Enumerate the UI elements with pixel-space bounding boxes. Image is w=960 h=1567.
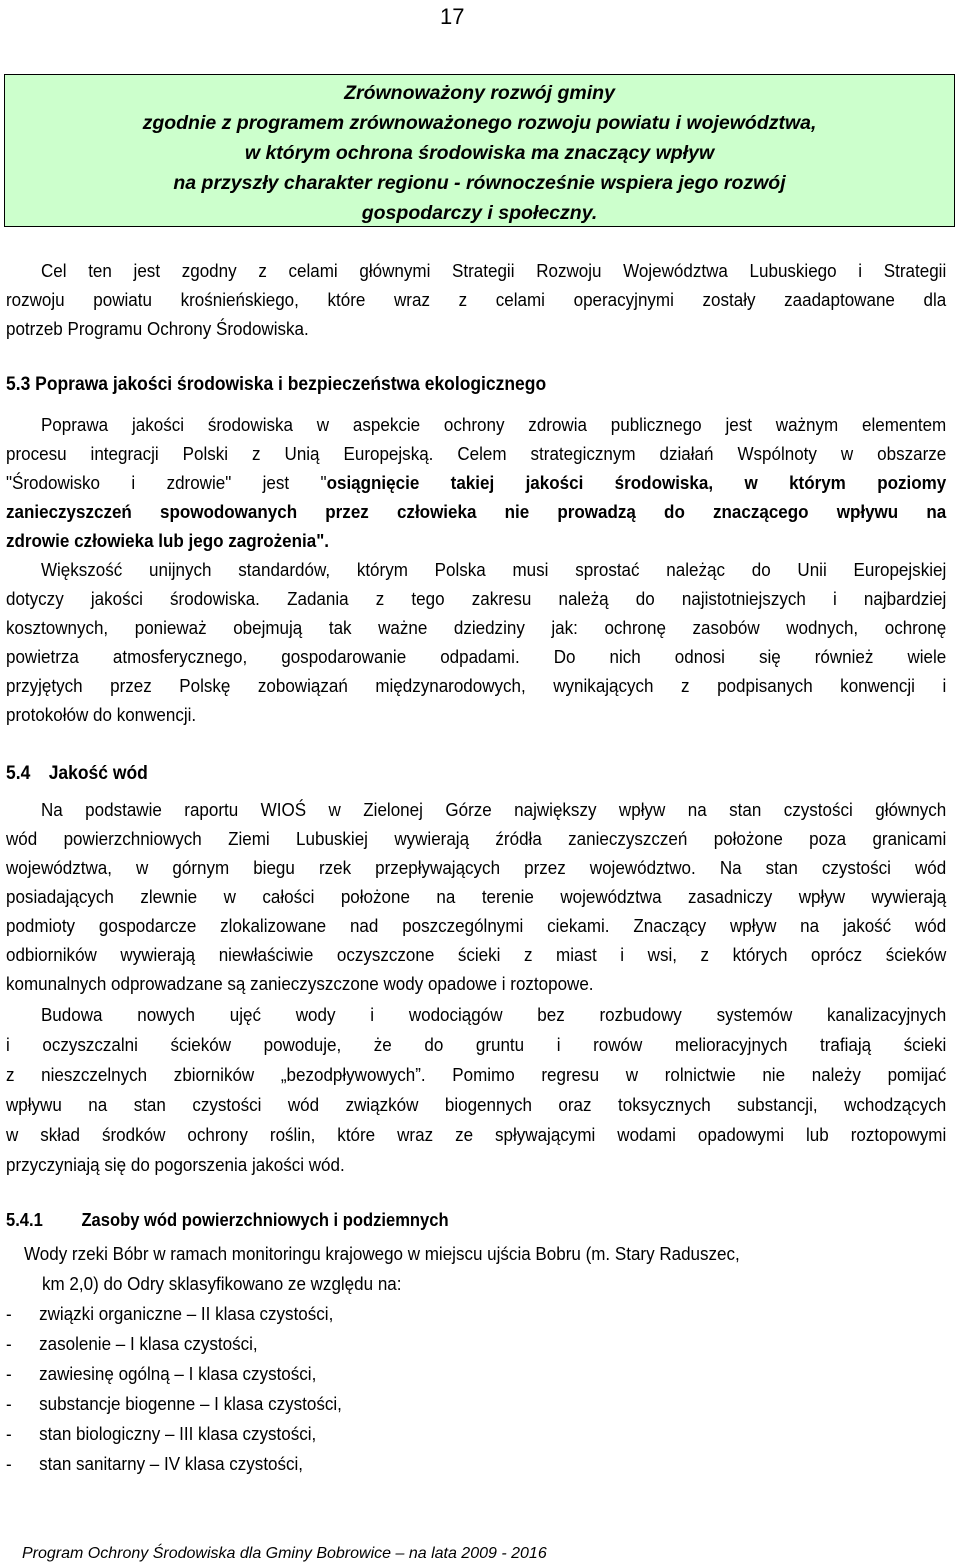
section-number: 5.4.1	[6, 1210, 43, 1230]
highlight-line: Zrównoważony rozwój gminy	[344, 82, 615, 104]
text-line: wód powierzchniowych Ziemi Lubuskiej wywierają źródła zanieczyszczeń położone poza granicami	[6, 828, 947, 849]
section-heading-5-4-1	[6, 1210, 449, 1231]
text-line: Na podstawie raportu WIOŚ w Zielonej Górze największy wpływ na stan czystości głównych	[40, 799, 947, 820]
text-line: przyczyniają się do pogorszenia jakości wód.	[6, 1154, 345, 1175]
text-line: rozwoju powiatu krośnieńskiego, które wraz z celami operacyjnymi zostały zaadaptowane dla	[6, 289, 947, 310]
page-number: 17	[440, 4, 465, 29]
text-line: odbiorników wywierają niewłaściwie oczyszczone ścieki z miast i wsi, z których oprócz ścieków	[6, 944, 947, 965]
highlight-line: w którym ochrona środowiska ma znaczący wpływ	[244, 142, 715, 164]
text-line: z nieszczelnych zbiorników „bezodpływowych”. Pomimo regresu w rolnictwie nie należy pomijać	[6, 1064, 947, 1085]
section-heading-5-4	[6, 763, 148, 785]
text-line: podmioty gospodarcze zlokalizowane nad poszczególnymi ciekami. Znaczący wpływ na jakość wód	[6, 915, 947, 936]
list-item-text: substancje biogenne – I klasa czystości,	[39, 1393, 342, 1414]
text-line: posiadających zlewnie w całości położone na terenie województwa zasadniczy wpływ wywierają	[6, 886, 947, 907]
highlight-line: zgodnie z programem zrównoważonego rozwoju powiatu i województwa,	[142, 112, 817, 134]
highlight-box	[4, 74, 955, 227]
list-item-text: zawiesinę ogólną – I klasa czystości,	[39, 1363, 317, 1384]
page-footer: Program Ochrony Środowiska dla Gminy Bobrowice – na lata 2009 - 2016	[22, 1545, 547, 1562]
highlight-line: na przyszły charakter regionu - równocześnie wspiera jego rozwój	[173, 172, 786, 194]
list-item: - związki organiczne – II klasa czystości,	[6, 1303, 334, 1324]
text-line: powietrza atmosferycznego, gospodarowanie odpadami. Do nich odnosi się również wiele	[6, 646, 947, 667]
bold-text-run: osiągnięcie takiej jakości środowiska, w którym poziomy	[326, 472, 947, 493]
list-item: - stan sanitarny – IV klasa czystości,	[6, 1453, 304, 1474]
section-number: 5.4	[6, 763, 31, 784]
text-line: kosztownych, ponieważ obejmują tak ważne dziedziny jak: ochronę zasobów wodnych, ochronę	[6, 617, 947, 638]
list-item: - zawiesinę ogólną – I klasa czystości,	[6, 1363, 317, 1384]
text-line: Cel ten jest zgodny z celami głównymi Strategii Rozwoju Województwa Lubuskiego i Strategii	[40, 260, 947, 281]
list-item: - substancje biogenne – I klasa czystości,	[6, 1393, 342, 1414]
text-line: zdrowie człowieka lub jego zagrożenia".	[6, 530, 330, 551]
text-line: Poprawa jakości środowiska w aspekcie ochrony zdrowia publicznego jest ważnym elementem	[40, 414, 947, 435]
list-item: - zasolenie – I klasa czystości,	[6, 1333, 258, 1354]
text-line: i oczyszczalni ścieków powoduje, że do gruntu i rowów melioracyjnych trafiają ścieki	[6, 1034, 947, 1055]
text-line: procesu integracji Polski z Unią Europejską. Celem strategicznym działań Wspólnoty w obszarze	[6, 443, 947, 464]
text-line: wpływu na stan czystości wód związków biogennych oraz toksycznych substancji, wchodzących	[6, 1094, 947, 1115]
text-line: potrzeb Programu Ochrony Środowiska.	[6, 318, 309, 339]
list-item: - stan biologiczny – III klasa czystości,	[6, 1423, 317, 1444]
list-item-text: stan sanitarny – IV klasa czystości,	[39, 1453, 304, 1474]
text-line: Wody rzeki Bóbr w ramach monitoringu krajowego w miejscu ujścia Bobru (m. Stary Raduszec,	[24, 1243, 740, 1264]
text-run: "Środowisko i zdrowie" jest "	[6, 472, 327, 493]
text-line: województwa, w górnym biegu rzek przepływających przez województwo. Na stan czystości wód	[6, 857, 947, 878]
text-line: zanieczyszczeń spowodowanych przez człowieka nie prowadzą do znaczącego wpływu na	[6, 501, 947, 522]
list-item-text: związki organiczne – II klasa czystości,	[39, 1303, 334, 1324]
section-heading-5-3: 5.3 Poprawa jakości środowiska i bezpieczeństwa ekologicznego	[6, 374, 547, 395]
text-line: dotyczy jakości środowiska. Zadania z tego zakresu należą do najistotniejszych i najbardziej	[6, 588, 947, 609]
text-line: w skład środków ochrony roślin, które wraz ze spływającymi wodami opadowymi lub roztopowymi	[6, 1124, 947, 1145]
text-line	[6, 472, 946, 494]
text-line: protokołów do konwencji.	[6, 704, 197, 725]
highlight-line: gospodarczy i społeczny.	[361, 202, 598, 224]
section-title: Zasoby wód powierzchniowych i podziemnych	[81, 1210, 449, 1230]
list-item-text: stan biologiczny – III klasa czystości,	[39, 1423, 317, 1444]
section-title: Jakość wód	[48, 763, 148, 784]
text-line: komunalnych odprowadzane są zanieczyszczone wody opadowe i roztopowe.	[6, 973, 594, 994]
text-line: przyjętych przez Polskę zobowiązań międzynarodowych, wynikających z podpisanych konwencji i	[6, 675, 947, 696]
text-line: Budowa nowych ujęć wody i wodociągów bez rozbudowy systemów kanalizacyjnych	[40, 1004, 947, 1025]
text-line: Większość unijnych standardów, którym Polska musi sprostać należąc do Unii Europejskiej	[40, 559, 947, 580]
text-line: km 2,0) do Odry sklasyfikowano ze względu na:	[42, 1273, 402, 1294]
list-item-text: zasolenie – I klasa czystości,	[39, 1333, 258, 1354]
